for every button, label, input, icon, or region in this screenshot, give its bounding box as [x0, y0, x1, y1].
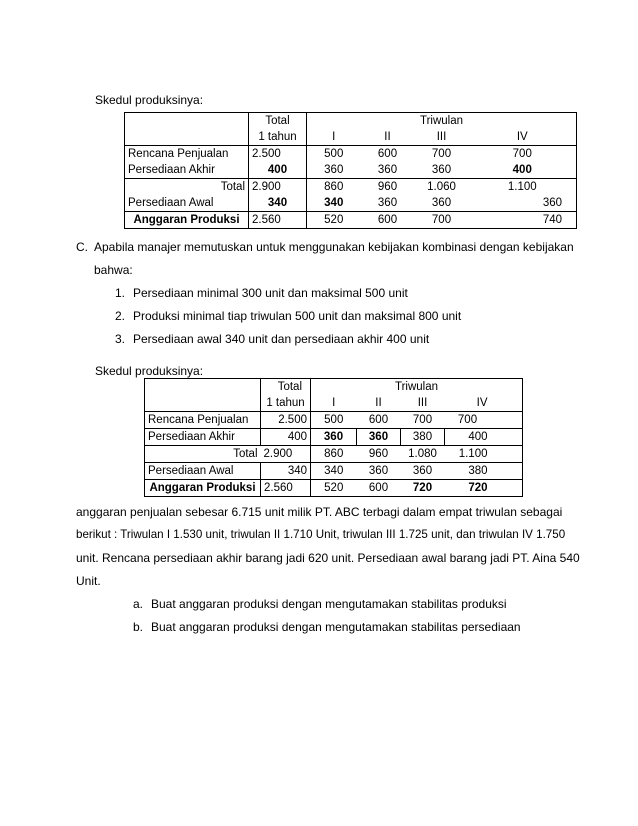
row-total: 2.900 — [261, 446, 311, 463]
table-row — [145, 463, 523, 480]
row-q2: 600 — [361, 146, 415, 163]
row-q3: 360 — [431, 164, 452, 176]
row-label: Persediaan Awal — [125, 195, 249, 212]
row-q3: 700 — [401, 412, 445, 429]
row-q1: 340 — [311, 463, 357, 480]
table-row — [145, 412, 523, 429]
row-q2: 360 — [377, 164, 398, 176]
section2-title: Skedul produksinya: — [95, 364, 204, 378]
problem-line4: Unit. — [76, 574, 101, 588]
row-label: Anggaran Produksi — [145, 480, 261, 497]
table-row — [145, 446, 523, 463]
row-q4: 700 — [469, 146, 577, 163]
header-total: Total — [261, 379, 311, 396]
section-c-line1: Apabila manajer memutuskan untuk menggunakan kebijakan kombinasi dengan kebijakan — [94, 240, 574, 254]
header-q3: III — [417, 397, 428, 409]
table-row — [125, 179, 577, 196]
header-q1: I — [311, 395, 357, 412]
list-item: Produksi minimal tiap triwulan 500 unit dan maksimal 800 unit — [133, 309, 462, 323]
task-item: Buat anggaran produksi dengan mengutamakan stabilitas persediaan — [151, 620, 521, 634]
table-row — [145, 429, 523, 446]
task-item: Buat anggaran produksi dengan mengutamakan stabilitas produksi — [151, 597, 507, 611]
table-header-row — [145, 379, 523, 396]
header-triwulan: Triwulan — [307, 113, 577, 130]
row-q1: 500 — [307, 146, 361, 163]
row-q3: 700 — [415, 146, 469, 163]
row-q2: 600 — [357, 412, 401, 429]
table-row — [125, 195, 577, 212]
row-q3: 360 — [431, 197, 452, 209]
row-q1: 860 — [311, 446, 357, 463]
row-total: 2.560 — [249, 212, 307, 229]
header-total-sub: 1 tahun — [249, 129, 307, 146]
header-q2: II — [375, 397, 382, 409]
row-q4: 1.100 — [469, 179, 577, 196]
header-total: Total — [249, 113, 307, 130]
row-total: 400 — [249, 162, 307, 179]
row-q3: 360 — [401, 463, 445, 480]
row-q4: 740 — [469, 212, 577, 229]
row-q4: 720 — [445, 480, 491, 497]
list-item: Persediaan minimal 300 unit dan maksimal 500 unit — [133, 286, 408, 300]
row-total: 2.900 — [249, 179, 307, 196]
row-q4: 400 — [469, 162, 577, 179]
row-total: 2.560 — [261, 480, 311, 497]
table-row — [125, 146, 577, 163]
table-header-row — [125, 113, 577, 130]
row-q2: 600 — [357, 480, 401, 497]
row-q4: 380 — [445, 463, 491, 480]
task-marker: b. — [133, 620, 144, 634]
table-subheader-row — [145, 395, 523, 412]
row-label: Total — [145, 446, 261, 463]
row-label: Rencana Penjualan — [145, 412, 261, 429]
task-marker: a. — [133, 597, 144, 611]
header-q1: I — [307, 129, 361, 146]
row-q3: 700 — [415, 212, 469, 229]
row-q1: 360 — [307, 162, 361, 179]
problem-line1: anggaran penjualan sebesar 6.715 unit milik PT. ABC terbagi dalam empat triwulan sebagai — [76, 505, 563, 519]
row-label: Total — [125, 179, 249, 196]
table-row — [125, 162, 577, 179]
list-item-number: 2. — [115, 309, 126, 323]
row-label: Persediaan Awal — [145, 463, 261, 480]
row-total: 2.500 — [249, 146, 307, 163]
row-total: 2.500 — [261, 412, 311, 429]
problem-line2: berikut : Triwulan I 1.530 unit, triwulan II 1.710 Unit, triwulan III 1.725 unit, dan triwulan IV 1.750 — [76, 528, 566, 541]
row-q1: 860 — [307, 179, 361, 196]
row-q3: 380 — [401, 429, 445, 446]
row-q2: 960 — [361, 179, 415, 196]
section-c-marker: C. — [76, 240, 88, 254]
row-q1: 360 — [311, 429, 357, 446]
row-q1: 520 — [307, 212, 361, 229]
row-label: Rencana Penjualan — [125, 146, 249, 163]
header-q3: III — [436, 131, 447, 143]
row-q1: 340 — [307, 195, 361, 212]
row-label: Persediaan Akhir — [145, 429, 261, 446]
row-q1: 520 — [311, 480, 357, 497]
row-q2: 960 — [357, 446, 401, 463]
table-row — [125, 212, 577, 229]
header-triwulan: Triwulan — [311, 379, 523, 396]
row-total: 340 — [249, 195, 307, 212]
row-total: 340 — [261, 463, 311, 480]
row-q3: 1.060 — [415, 179, 469, 196]
row-q2: 360 — [377, 197, 398, 209]
table-row — [145, 480, 523, 497]
header-q2: II — [384, 131, 391, 143]
row-q3: 1.080 — [401, 446, 445, 463]
row-q1: 500 — [311, 412, 357, 429]
row-q4: 1.100 — [445, 446, 491, 463]
table-subheader-row — [125, 129, 577, 146]
section1-title: Skedul produksinya: — [95, 93, 204, 107]
header-q4: IV — [476, 397, 488, 409]
header-q4: IV — [469, 129, 577, 146]
list-item-number: 3. — [115, 332, 126, 346]
list-item: Persediaan awal 340 unit dan persediaan akhir 400 unit — [133, 332, 430, 346]
production-schedule-table-1 — [124, 112, 577, 229]
row-q2: 360 — [357, 429, 401, 446]
row-q4: 700 — [445, 412, 491, 429]
row-label: Anggaran Produksi — [125, 212, 249, 229]
row-q4: 360 — [469, 195, 577, 212]
production-schedule-table-2 — [144, 378, 523, 497]
row-q4: 400 — [445, 429, 491, 446]
header-total-sub: 1 tahun — [261, 395, 311, 412]
row-total: 400 — [261, 429, 311, 446]
section-c-line2: bahwa: — [94, 263, 133, 277]
row-label: Persediaan Akhir — [125, 162, 249, 179]
row-q2: 600 — [361, 212, 415, 229]
row-q2: 360 — [357, 463, 401, 480]
list-item-number: 1. — [115, 286, 126, 300]
problem-line3: unit. Rencana persediaan akhir barang jadi 620 unit. Persediaan awal barang jadi PT. Aina 540 — [76, 551, 580, 565]
row-q3: 720 — [401, 480, 445, 497]
